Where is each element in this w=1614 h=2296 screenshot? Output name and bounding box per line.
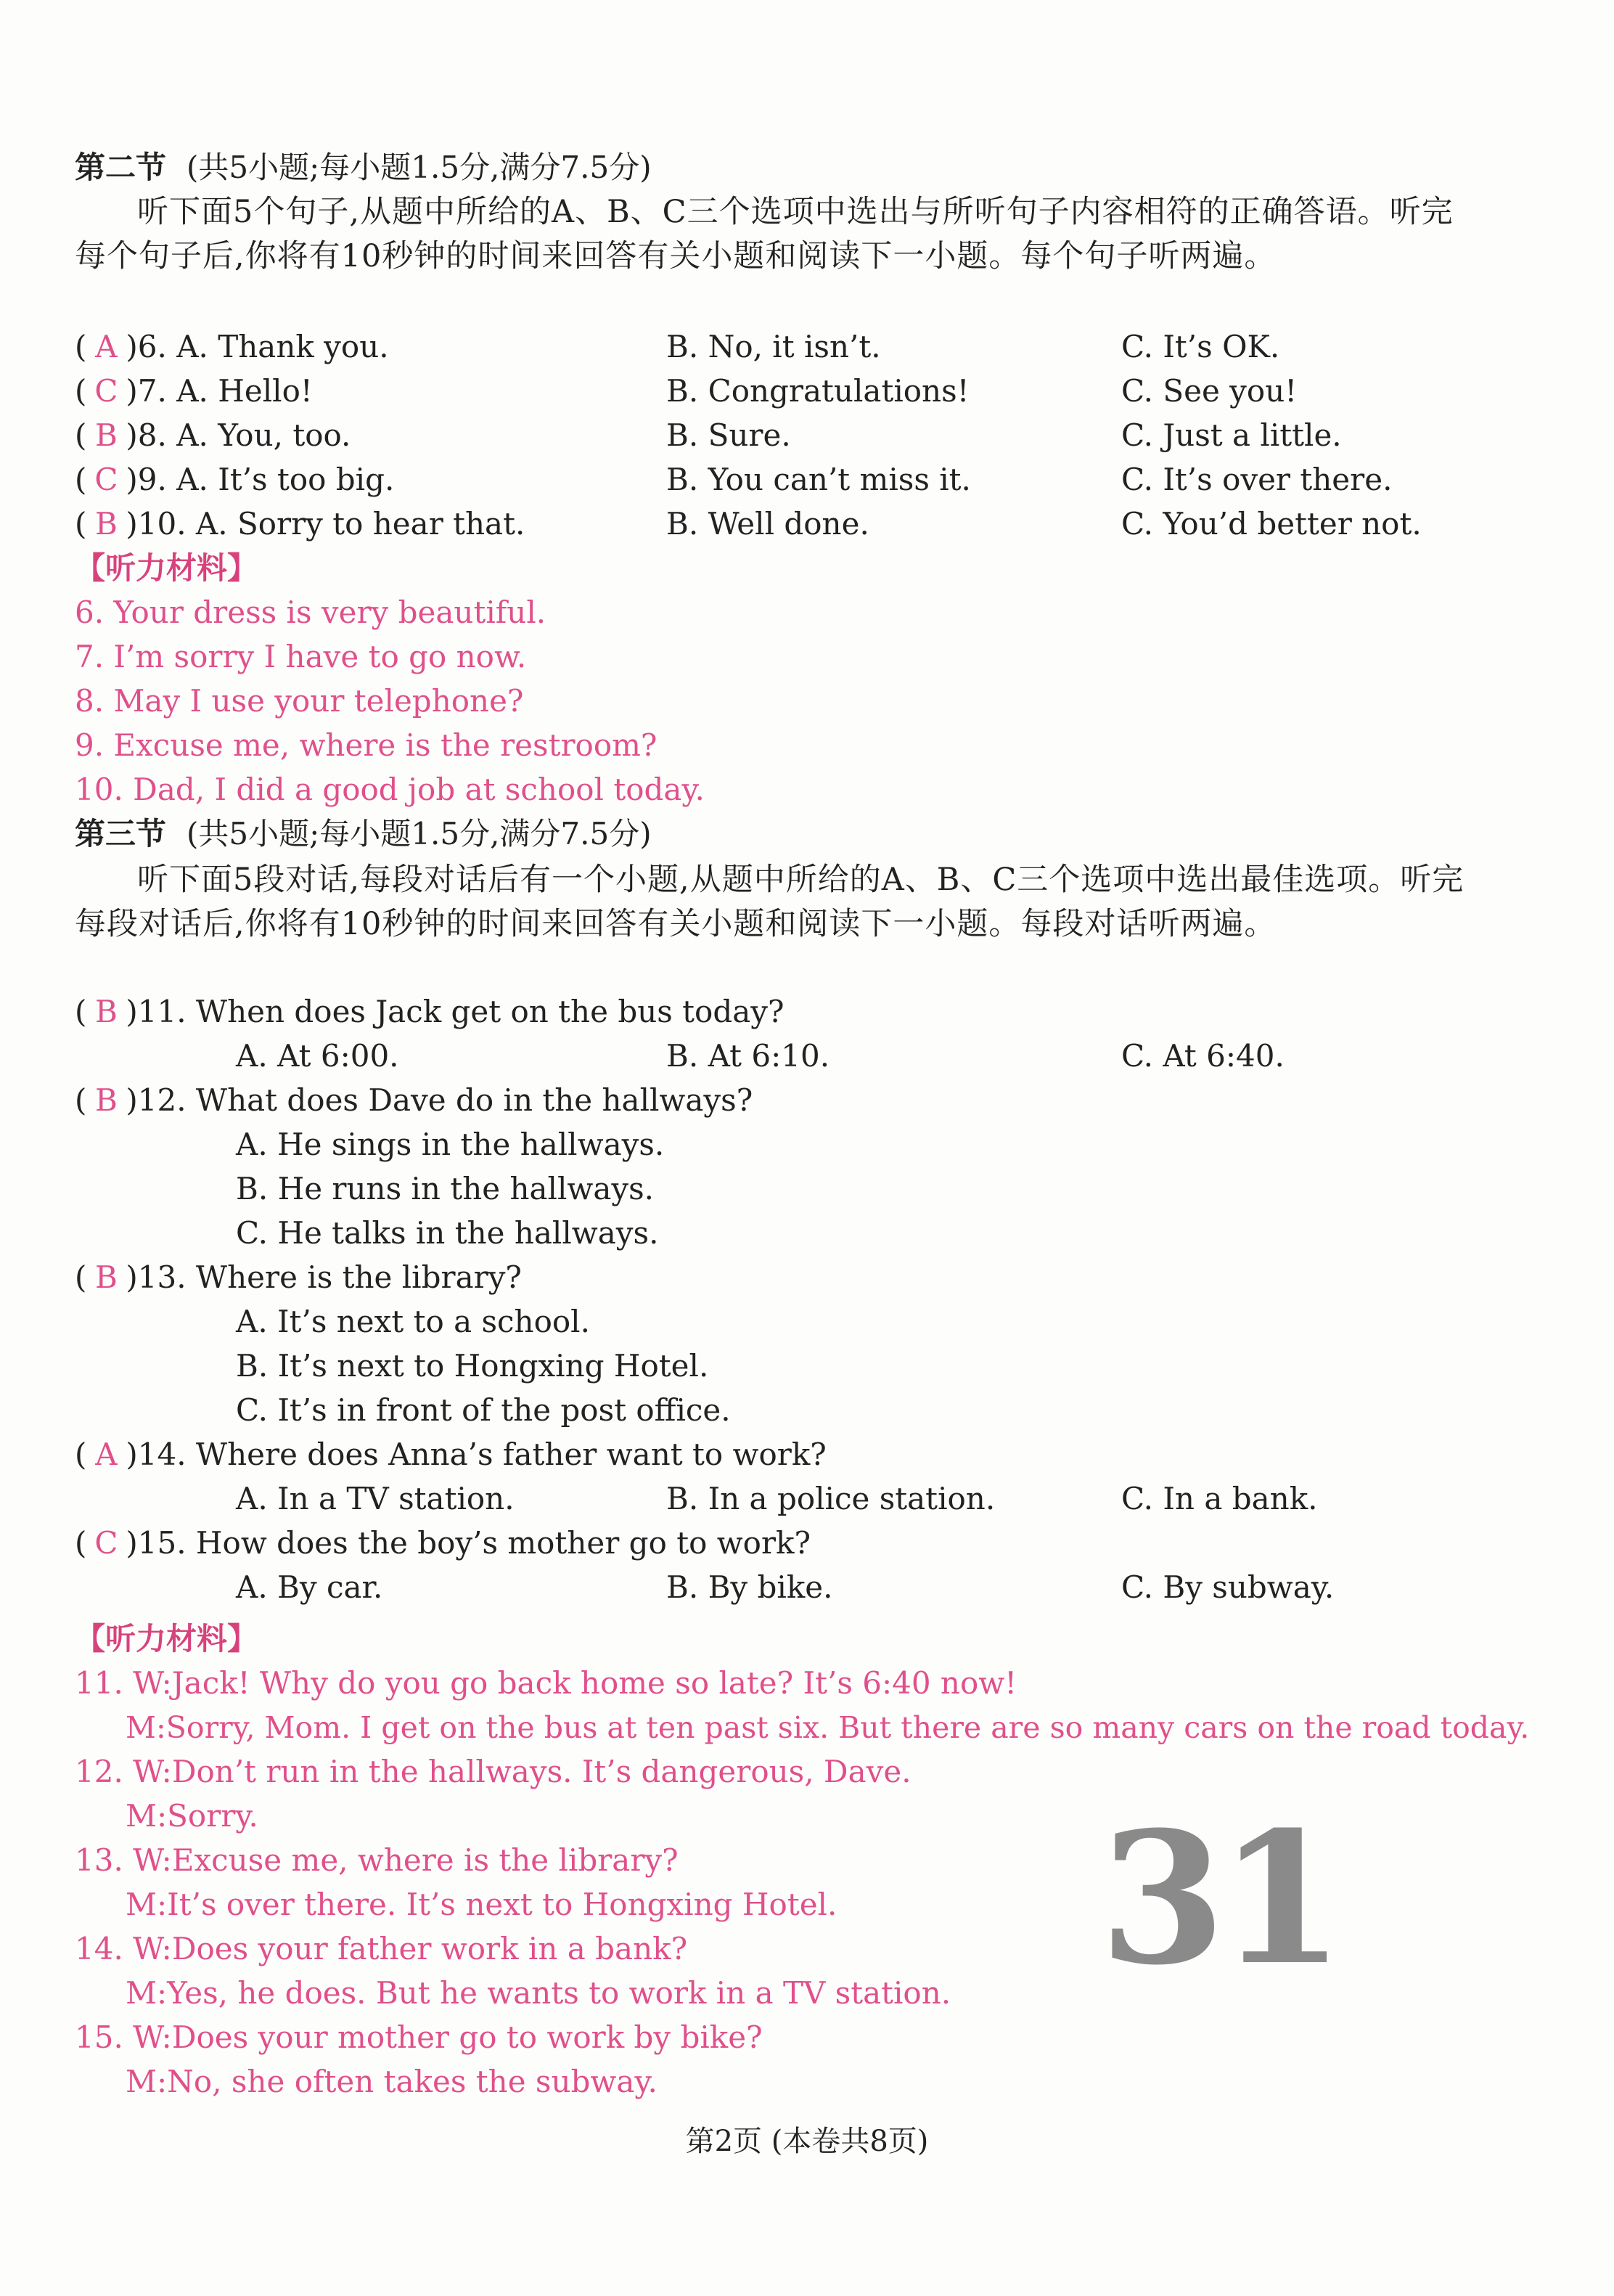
question-10-c: C. You’d better not.: [1121, 506, 1422, 542]
question-8-b: B. Sure.: [666, 417, 791, 453]
material-15-m: M:No, she often takes the subway.: [126, 2064, 658, 2099]
question-6-c: C. It’s OK.: [1121, 329, 1280, 364]
question-12-text: )12. What does Dave do in the hallways?: [126, 1082, 753, 1118]
question-6-b: B. No, it isn’t.: [666, 329, 881, 364]
question-11-a: A. At 6:00.: [236, 1038, 399, 1074]
question-9-a: )9. A. It’s too big.: [126, 462, 395, 497]
answer-9: C: [94, 462, 118, 497]
question-8-a: )8. A. You, too.: [126, 417, 351, 453]
question-6-a: )6. A. Thank you.: [126, 329, 389, 364]
material-13-w: 13. W:Excuse me, where is the library?: [75, 1842, 679, 1878]
section2-title: 第二节: [75, 150, 167, 185]
answer-12: B: [94, 1082, 118, 1118]
answer-10: B: [94, 506, 118, 542]
material-7: 7. I’m sorry I have to go now.: [75, 639, 527, 674]
question-7-a: )7. A. Hello!: [126, 373, 313, 409]
material-15-w: 15. W:Does your mother go to work by bike?: [75, 2019, 763, 2055]
answer-11: B: [94, 994, 118, 1029]
question-12-b: B. He runs in the hallways.: [236, 1171, 655, 1206]
answer-8: B: [94, 417, 118, 453]
question-7: ( C )7. A. Hello!: [75, 371, 313, 412]
question-10: ( B )10. A. Sorry to hear that.: [75, 504, 525, 544]
question-14-text: )14. Where does Anna’s father want to work?: [126, 1437, 827, 1472]
question-8-c: C. Just a little.: [1121, 417, 1342, 453]
section3-material-tag: 【听力材料】: [75, 1621, 258, 1656]
material-9: 9. Excuse me, where is the restroom?: [75, 727, 658, 763]
question-15-c: C. By subway.: [1121, 1569, 1335, 1605]
question-14-a: A. In a TV station.: [236, 1481, 515, 1516]
question-12-c: C. He talks in the hallways.: [236, 1215, 659, 1251]
material-8: 8. May I use your telephone?: [75, 683, 524, 719]
question-13-text: )13. Where is the library?: [126, 1259, 522, 1295]
question-15-b: B. By bike.: [666, 1569, 833, 1605]
question-15-text: )15. How does the boy’s mother go to work?: [126, 1525, 811, 1561]
question-10-b: B. Well done.: [666, 506, 869, 542]
answer-14: A: [95, 1437, 118, 1472]
question-9-c: C. It’s over there.: [1121, 462, 1393, 497]
question-10-a: )10. A. Sorry to hear that.: [126, 506, 525, 542]
answer-13: B: [94, 1259, 118, 1295]
question-9: ( C )9. A. It’s too big.: [75, 459, 394, 500]
material-11-w: 11. W:Jack! Why do you go back home so late? It’s 6:40 now!: [75, 1665, 1017, 1701]
material-13-m: M:It’s over there. It’s next to Hongxing Hotel.: [126, 1887, 837, 1922]
material-6: 6. Your dress is very beautiful.: [75, 595, 546, 630]
section2-note: (共5小题;每小题1.5分,满分7.5分): [187, 150, 652, 185]
section3-instructions: 听下面5段对话,每段对话后有一个小题,从题中所给的A、B、C三个选项中选出最佳选项。听完每段对话后,你将有10秒钟的时间来回答有关小题和阅读下一小题。每段对话听两遍。: [75, 862, 1465, 942]
question-13-a: A. It’s next to a school.: [236, 1304, 590, 1339]
question-11-b: B. At 6:10.: [666, 1038, 830, 1074]
question-15: ( C )15. How does the boy’s mother go to work?: [75, 1523, 811, 1564]
question-14: ( A )14. Where does Anna’s father want to work?: [75, 1434, 827, 1475]
question-15-a: A. By car.: [236, 1569, 383, 1605]
answer-6: A: [95, 329, 118, 364]
material-14-m: M:Yes, he does. But he wants to work in a TV station.: [126, 1975, 951, 2011]
section3-title: 第三节: [75, 816, 167, 851]
section2-instructions: 听下面5个句子,从题中所给的A、B、C三个选项中选出与所听句子内容相符的正确答语。听完每个句子后,你将有10秒钟的时间来回答有关小题和阅读下一小题。每个句子听两遍。: [75, 194, 1454, 274]
question-7-b: B. Congratulations!: [666, 373, 970, 409]
question-9-b: B. You can’t miss it.: [666, 462, 971, 497]
question-8: ( B )8. A. You, too.: [75, 415, 351, 456]
question-6: ( A )6. A. Thank you.: [75, 327, 389, 367]
question-13-c: C. It’s in front of the post office.: [236, 1392, 731, 1428]
page-stamp-number: 31: [1099, 1792, 1338, 2005]
question-13: ( B )13. Where is the library?: [75, 1257, 522, 1298]
question-12-a: A. He sings in the hallways.: [236, 1127, 665, 1162]
material-10: 10. Dad, I did a good job at school today.: [75, 772, 705, 807]
question-11: ( B )11. When does Jack get on the bus today?: [75, 992, 785, 1032]
section3-note: (共5小题;每小题1.5分,满分7.5分): [187, 816, 652, 851]
section2-material-tag: 【听力材料】: [75, 550, 258, 586]
question-11-text: )11. When does Jack get on the bus today?: [126, 994, 785, 1029]
material-12-m: M:Sorry.: [126, 1798, 258, 1834]
material-14-w: 14. W:Does your father work in a bank?: [75, 1931, 688, 1966]
section3-header: [75, 814, 652, 854]
page-footer: 第2页 (本卷共8页): [685, 2125, 929, 2158]
material-11-m: M:Sorry, Mom. I get on the bus at ten past six. But there are so many cars on the road today.: [126, 1710, 1530, 1745]
section2-header: [75, 147, 652, 188]
question-13-b: B. It’s next to Hongxing Hotel.: [236, 1348, 709, 1384]
answer-15: C: [94, 1525, 118, 1561]
question-12: ( B )12. What does Dave do in the hallways?: [75, 1080, 753, 1121]
material-12-w: 12. W:Don’t run in the hallways. It’s dangerous, Dave.: [75, 1754, 912, 1789]
question-14-c: C. In a bank.: [1121, 1481, 1318, 1516]
question-11-c: C. At 6:40.: [1121, 1038, 1285, 1074]
question-14-b: B. In a police station.: [666, 1481, 996, 1516]
question-7-c: C. See you!: [1121, 373, 1298, 409]
answer-7: C: [94, 373, 118, 409]
